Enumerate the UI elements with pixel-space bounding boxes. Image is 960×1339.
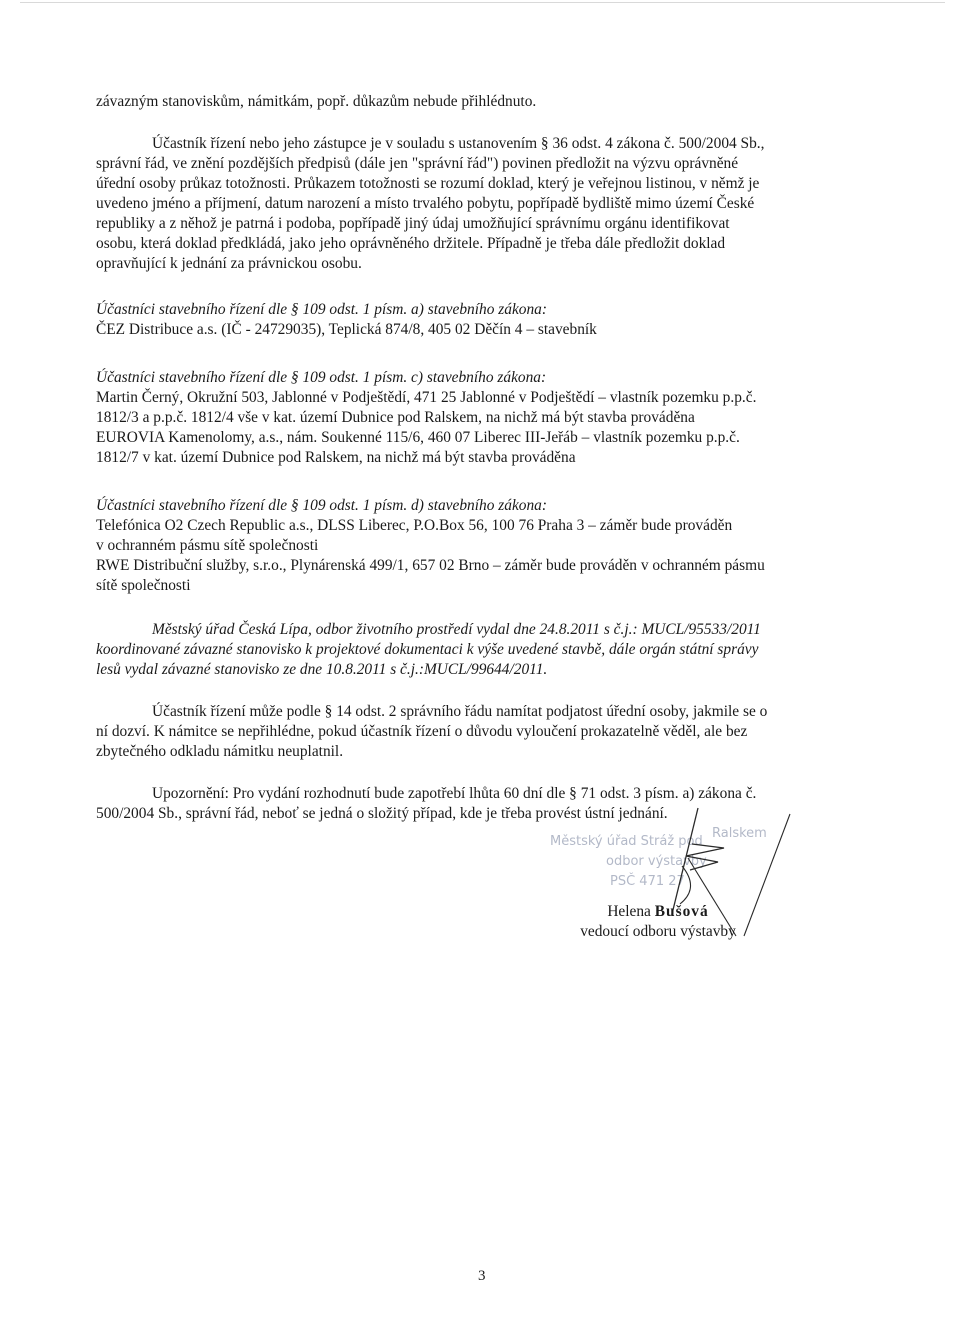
section-a-line-1: ČEZ Distribuce a.s. (IČ - 24729035), Teplická 874/8, 405 02 Děčín 4 – stavebník [96, 321, 597, 338]
section-a-heading: Účastníci stavebního řízení dle § 109 odst. 1 písm. a) stavebního zákona: [96, 301, 547, 318]
section-c-line-2: 1812/3 a p.p.č. 1812/4 vše v kat. území Dubnice pod Ralskem, na nichž má být stavba prováděna [96, 409, 695, 426]
paragraph-identity-line-7: opravňující k jednání za právnickou osobu. [96, 255, 362, 272]
stamp-text-office: Městský úřad Stráž pod [550, 834, 703, 849]
stamp-text-town: Ralskem [712, 826, 767, 841]
signer-title: vedoucí odboru výstavby [580, 923, 736, 940]
paragraph-objection-line-3: zbytečného odkladu námitku neuplatnil. [96, 743, 344, 760]
signer-last-name: Bušová [654, 903, 709, 920]
section-participants-c [96, 368, 878, 468]
paragraph-identity [96, 134, 878, 274]
stamp-text-postcode: PSČ 471 27 [610, 874, 685, 889]
page-number: 3 [478, 1268, 486, 1284]
signer-info [520, 902, 796, 942]
section-d-line-2: v ochranném pásmu sítě společnosti [96, 537, 319, 554]
environment-office-note [96, 620, 878, 680]
environment-note-line-3: lesů vydal závazné stanovisko ze dne 10.8.2011 s č.j.:MUCL/99644/2011. [96, 661, 548, 678]
signer-first-name: Helena [607, 903, 651, 920]
section-participants-a [96, 300, 878, 340]
document-body [96, 92, 878, 824]
paragraph-objection-line-1: Účastník řízení může podle § 14 odst. 2 správního řádu namítat podjatost úřední osoby, jakmile se o [152, 703, 768, 720]
section-c-line-3: EUROVIA Kamenolomy, a.s., nám. Soukenné 115/6, 460 07 Liberec III-Jeřáb – vlastník pozemku p.p.č. [96, 429, 740, 446]
signer-name [520, 902, 796, 922]
environment-note-line-2: koordinované závazné stanovisko k projektové dokumentaci k výše uvedené stavbě, dále orgán státní správy [96, 641, 759, 658]
paragraph-identity-line-2: správní řád, ve znění pozdějších předpisů (dále jen "správní řád") povinen předložit na výzvu oprávněné [96, 155, 739, 172]
paragraph-identity-line-5: republiky a z něhož je patrná i podoba, popřípadě jiný údaj umožňující správnímu orgánu identifikovat [96, 215, 730, 232]
section-c-line-4: 1812/7 v kat. území Dubnice pod Ralskem, na nichž má být stavba prováděna [96, 449, 576, 466]
section-d-heading: Účastníci stavebního řízení dle § 109 odst. 1 písm. d) stavebního zákona: [96, 497, 547, 514]
section-c-line-1: Martin Černý, Okružní 503, Jablonné v Podještědí, 471 25 Jablonné v Podještědí – vlastník pozemku p.p.č. [96, 389, 757, 406]
paragraph-notice-line-2: 500/2004 Sb., správní řád, neboť se jedná o složitý případ, kde je třeba provést ústní jednání. [96, 805, 668, 822]
section-d-line-4: sítě společnosti [96, 577, 191, 594]
stamp-text-department: odbor výstavby [606, 854, 707, 869]
paragraph-notice-line-1: Upozornění: Pro vydání rozhodnutí bude zapotřebí lhůta 60 dní dle § 71 odst. 3 písm. a) zákona č. [152, 785, 757, 802]
paragraph-intro: závazným stanoviskům, námitkám, popř. důkazům nebude přihlédnuto. [96, 93, 537, 110]
section-c-heading: Účastníci stavebního řízení dle § 109 odst. 1 písm. c) stavebního zákona: [96, 369, 547, 386]
paragraph-identity-line-6: osobu, která doklad předkládá, jako jeho oprávněného držitele. Případně je třeba dále předložit doklad [96, 235, 726, 252]
section-d-line-3: RWE Distribuční služby, s.r.o., Plynárenská 499/1, 657 02 Brno – záměr bude prováděn v ochranném pásmu [96, 557, 765, 574]
paragraph-objection-line-2: ní dozví. K námitce se nepřihlédne, pokud účastník řízení o důvodu vyloučení prokazatelně věděl, ale bez [96, 723, 748, 740]
paragraph-identity-line-1: Účastník řízení nebo jeho zástupce je v souladu s ustanovením § 36 odst. 4 zákona č. 500/2004 Sb., [152, 135, 765, 152]
paragraph-identity-line-3: úřední osoby průkaz totožnosti. Průkazem totožnosti se rozumí doklad, který je veřejnou listinou, v němž je [96, 175, 760, 192]
paragraph-identity-line-4: uvedeno jméno a příjmení, datum narození a místo trvalého pobytu, popřípadě bydliště mimo území České [96, 195, 755, 212]
environment-note-line-1: Městský úřad Česká Lípa, odbor životního prostředí vydal dne 24.8.2011 s č.j.: MUCL/95533/2011 [152, 621, 761, 638]
section-participants-d [96, 496, 878, 596]
paragraph-objection [96, 702, 878, 762]
section-d-line-1: Telefónica O2 Czech Republic a.s., DLSS Liberec, P.O.Box 56, 100 76 Praha 3 – záměr bude prováděn [96, 517, 733, 534]
top-divider [20, 2, 945, 3]
signature-block [520, 820, 800, 960]
